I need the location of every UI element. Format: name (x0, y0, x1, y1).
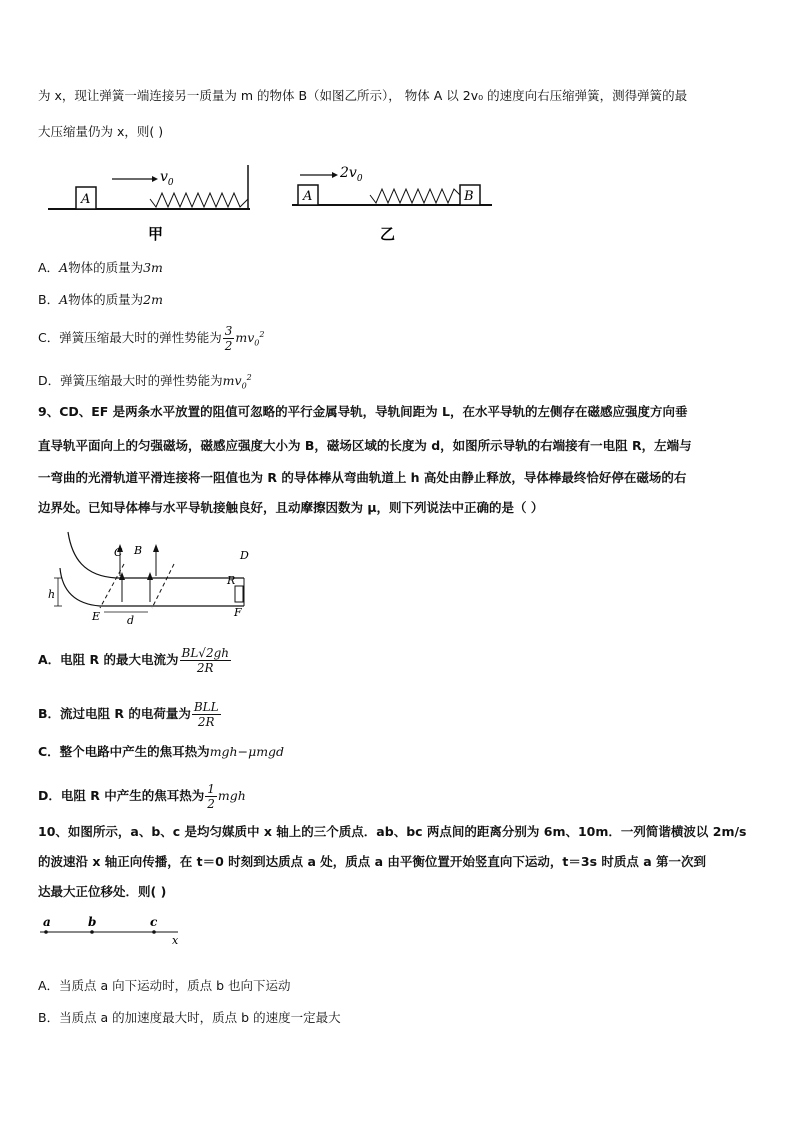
label-r: R (227, 574, 236, 587)
q9-line-4: 边界处。已知导体棒与水平导轨接触良好，且动摩擦因数为 μ，则下列说法中正确的是（ ） (38, 500, 544, 515)
point-c (152, 930, 156, 934)
fraction: $\frac{3}{2}$ (224, 324, 233, 353)
velocity-label-yi: $2v_0$ (340, 165, 363, 184)
label-h: h (48, 588, 56, 601)
q8-option-c[interactable]: C．弹簧压缩最大时的弹性势能为 $\frac{3}{2}$ $mv_0^2$ (38, 324, 265, 353)
block-a-label-jia: A (81, 192, 91, 207)
resistor-r (235, 586, 243, 602)
curved-rail-bottom (60, 568, 244, 606)
label-c: C (114, 546, 123, 559)
q9-line-1: 9、CD、EF 是两条水平放置的阻值可忽略的平行金属导轨，导轨间距为 L，在水平导轨的左侧存在磁感应强度方向垂 (38, 404, 688, 419)
label-b: B (134, 544, 143, 557)
fig-label-yi: 乙 (380, 225, 396, 243)
fraction: $\frac{BL√2gh}{2R}$ (181, 646, 229, 675)
point-b (90, 930, 94, 934)
q8-option-a[interactable]: A．A物体的质量为3m (38, 260, 163, 275)
q8-option-b[interactable]: B．A物体的质量为2m (38, 292, 163, 307)
fraction: $\frac{\text{BLL}}{2R}$ (193, 700, 219, 729)
q8-option-d[interactable]: D．弹簧压缩最大时的弹性势能为$mv_0^2$ (38, 373, 252, 391)
point-a (44, 930, 48, 934)
label-b: b (88, 915, 97, 929)
q8-line-1: 为 x，现让弹簧一端连接另一质量为 m 的物体 B（如图乙所示）， 物体 A 以 2v₀ 的速度向右压缩弹簧，测得弹簧的最 (38, 88, 688, 103)
block-b-label-yi: B (464, 189, 474, 204)
spring-yi (370, 189, 460, 203)
q8-line-2: 大压缩量仍为 x，则( ) (38, 124, 164, 139)
label-d-length: d (127, 614, 135, 627)
q10-line-2: 的波速沿 x 轴正向传播，在 t＝0 时刻到达质点 a 处，质点 a 由平衡位置开始竖直向下运动，t＝3s 时质点 a 第一次到 (38, 854, 707, 869)
q9-option-a[interactable]: A．电阻 R 的最大电流为 $\frac{BL√2gh}{2R}$ (38, 646, 229, 675)
spring-jia (150, 193, 248, 207)
q10-line-3: 达最大正位移处．则( ) (38, 884, 167, 899)
label-e: E (92, 610, 101, 623)
q10-option-b[interactable]: B．当质点 a 的加速度最大时，质点 b 的速度一定最大 (38, 1010, 341, 1025)
label-x: x (172, 934, 179, 947)
q9-figure (44, 528, 264, 628)
label-c: c (150, 915, 158, 929)
q9-option-c[interactable]: C．整个电路中产生的焦耳热为mgh−μmgd (38, 744, 285, 759)
q9-option-d[interactable]: D．电阻 R 中产生的焦耳热为 $\frac{1}{2}$ mgh (38, 782, 246, 811)
fig-label-jia: 甲 (148, 225, 164, 243)
fraction: $\frac{1}{2}$ (207, 782, 215, 811)
q9-line-2: 直导轨平面向上的匀强磁场，磁感应强度大小为 B，磁场区域的长度为 d，如图所示导轨的右端接有一电阻 R，左端与 (38, 438, 692, 453)
q10-axis-figure (38, 914, 198, 954)
q9-line-3: 一弯曲的光滑轨道平滑连接将一阻值也为 R 的导体棒从弯曲轨道上 h 高处由静止释放，导体棒最终恰好停在磁场的右 (38, 470, 687, 485)
q10-line-1: 10、如图所示，a、b、c 是均匀媒质中 x 轴上的三个质点．ab、bc 两点间的距离分别为 6m、10m．一列简谐横波以 2m/s (38, 824, 747, 839)
label-d: D (240, 549, 249, 562)
q8-figure (40, 155, 500, 245)
q9-option-b[interactable]: B．流过电阻 R 的电荷量为 $\frac{\text{BLL}}{2R}$ (38, 700, 219, 729)
field-boundary-right (152, 564, 174, 608)
label-a: a (43, 915, 51, 929)
label-f: F (234, 606, 242, 619)
velocity-label-jia: $v_0$ (160, 169, 174, 188)
q10-option-a[interactable]: A．当质点 a 向下运动时，质点 b 也向下运动 (38, 978, 291, 993)
block-a-label-yi: A (303, 189, 313, 204)
